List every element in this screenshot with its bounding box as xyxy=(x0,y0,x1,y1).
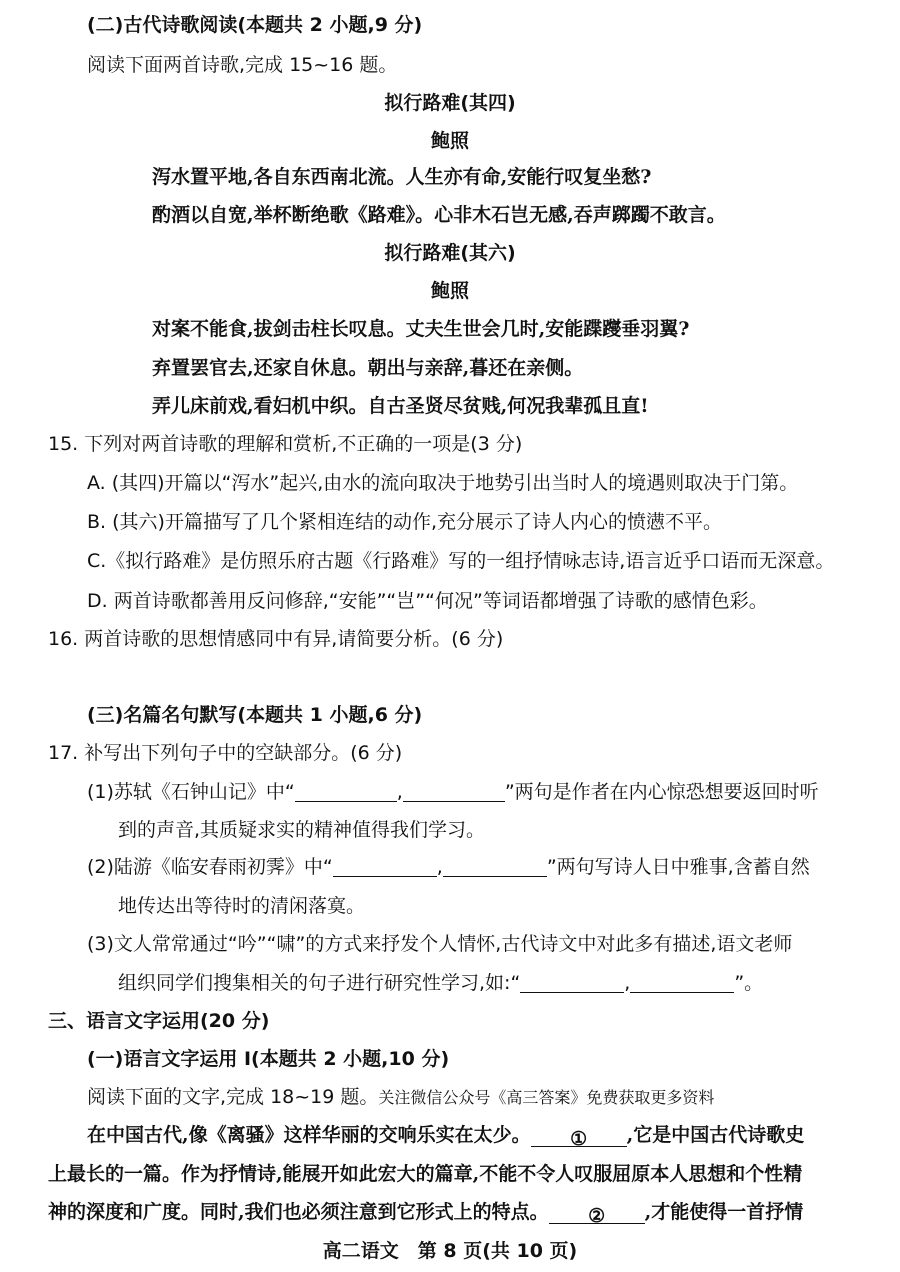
question-15-option-c: C.《拟行路难》是仿照乐府古题《行路难》写的一组抒情咏志诗,语言近乎口语而无深意。 xyxy=(87,550,835,572)
question-17-part-3-continued xyxy=(118,970,763,996)
poem1-line-2: 酌酒以自宽,举杯断绝歌《路难》。心非木石岂无感,吞声踯躅不敢言。 xyxy=(152,204,726,226)
passage-text: ,才能使得一首抒情 xyxy=(644,1201,804,1223)
question-17-part-1-continued: 到的声音,其质疑求实的精神值得我们学习。 xyxy=(118,819,486,841)
poem1-line-1: 泻水置平地,各自东西南北流。人生亦有命,安能行叹复坐愁? xyxy=(152,166,652,188)
section-heading-language-use: (一)语言文字运用 I(本题共 2 小题,10 分) xyxy=(87,1048,450,1070)
page-footer: 高二语文 第 8 页(共 10 页) xyxy=(322,1240,578,1262)
poetry-instruction: 阅读下面两首诗歌,完成 15~16 题。 xyxy=(87,54,398,76)
passage-line-2: 上最长的一篇。作为抒情诗,能展开如此宏大的篇章,不能不令人叹服屈原本人思想和个性精 xyxy=(48,1163,803,1185)
question-15-stem: 15. 下列对两首诗歌的理解和赏析,不正确的一项是(3 分) xyxy=(48,433,523,455)
reading-instruction xyxy=(87,1084,714,1111)
answer-blank[interactable] xyxy=(403,781,505,802)
part3-suffix: ”。 xyxy=(734,972,764,994)
poem2-line-3: 弄儿床前戏,看妇机中织。自古圣贤尽贫贱,何况我辈孤且直! xyxy=(152,395,649,417)
question-16-stem: 16. 两首诗歌的思想情感同中有异,请简要分析。(6 分) xyxy=(48,628,504,650)
poem1-title: 拟行路难(其四) xyxy=(384,92,516,114)
reading-instruction-text: 阅读下面的文字,完成 18~19 题。 xyxy=(87,1086,379,1108)
passage-text: 在中国古代,像《离骚》这样华丽的交响乐实在太少。 xyxy=(87,1124,531,1146)
question-17-part-2 xyxy=(87,854,810,880)
part3-prefix: 组织同学们搜集相关的句子进行研究性学习,如:“ xyxy=(118,972,521,994)
question-15-option-b: B. (其六)开篇描写了几个紧相连结的动作,充分展示了诗人内心的愤懑不平。 xyxy=(87,511,722,533)
part1-prefix: (1)苏轼《石钟山记》中“ xyxy=(87,781,295,803)
blank-marker-2[interactable]: ② xyxy=(549,1203,645,1224)
blank-comma: , xyxy=(396,781,403,803)
part-three-heading: 三、语言文字运用(20 分) xyxy=(48,1010,270,1032)
question-17-stem: 17. 补写出下列句子中的空缺部分。(6 分) xyxy=(48,742,403,764)
answer-blank[interactable] xyxy=(443,856,547,877)
question-15-option-d: D. 两首诗歌都善用反问修辞,“安能”“岂”“何况”等词语都增强了诗歌的感情色彩。 xyxy=(87,590,768,612)
blank-marker-1[interactable]: ① xyxy=(531,1126,627,1147)
poem2-title: 拟行路难(其六) xyxy=(384,242,516,264)
passage-line-1 xyxy=(87,1122,804,1148)
watermark-note: 关注微信公众号《高三答案》免费获取更多资料 xyxy=(378,1088,715,1107)
part1-suffix: ”两句是作者在内心惊恐想要返回时听 xyxy=(504,781,819,803)
part2-suffix: ”两句写诗人日中雅事,含蓄自然 xyxy=(546,856,810,878)
question-17-part-2-continued: 地传达出等待时的清闲落寞。 xyxy=(118,895,366,917)
question-17-part-3: (3)文人常常通过“吟”“啸”的方式来抒发个人情怀,古代诗文中对此多有描述,语文老师 xyxy=(87,933,793,955)
poem2-author: 鲍照 xyxy=(430,280,469,302)
section-heading-recitation: (三)名篇名句默写(本题共 1 小题,6 分) xyxy=(87,704,423,726)
question-17-part-1 xyxy=(87,779,819,805)
passage-text: 神的深度和广度。同时,我们也必须注意到它形式上的特点。 xyxy=(48,1201,549,1223)
part2-prefix: (2)陆游《临安春雨初霁》中“ xyxy=(87,856,333,878)
poem2-line-2: 弃置罢官去,还家自休息。朝出与亲辞,暮还在亲侧。 xyxy=(152,357,584,379)
answer-blank[interactable] xyxy=(630,972,734,993)
section-heading-poetry: (二)古代诗歌阅读(本题共 2 小题,9 分) xyxy=(87,14,423,36)
blank-comma: , xyxy=(624,972,631,994)
poem2-line-1: 对案不能食,拔剑击柱长叹息。丈夫生世会几时,安能蹀躞垂羽翼? xyxy=(152,318,690,340)
answer-blank[interactable] xyxy=(295,781,397,802)
question-15-option-a: A. (其四)开篇以“泻水”起兴,由水的流向取决于地势引出当时人的境遇则取决于门第。 xyxy=(87,472,799,494)
passage-text: ,它是中国古代诗歌史 xyxy=(626,1124,805,1146)
passage-line-3 xyxy=(48,1199,803,1225)
answer-blank[interactable] xyxy=(333,856,437,877)
poem1-author: 鲍照 xyxy=(430,130,469,152)
blank-comma: , xyxy=(436,856,443,878)
answer-blank[interactable] xyxy=(520,972,624,993)
